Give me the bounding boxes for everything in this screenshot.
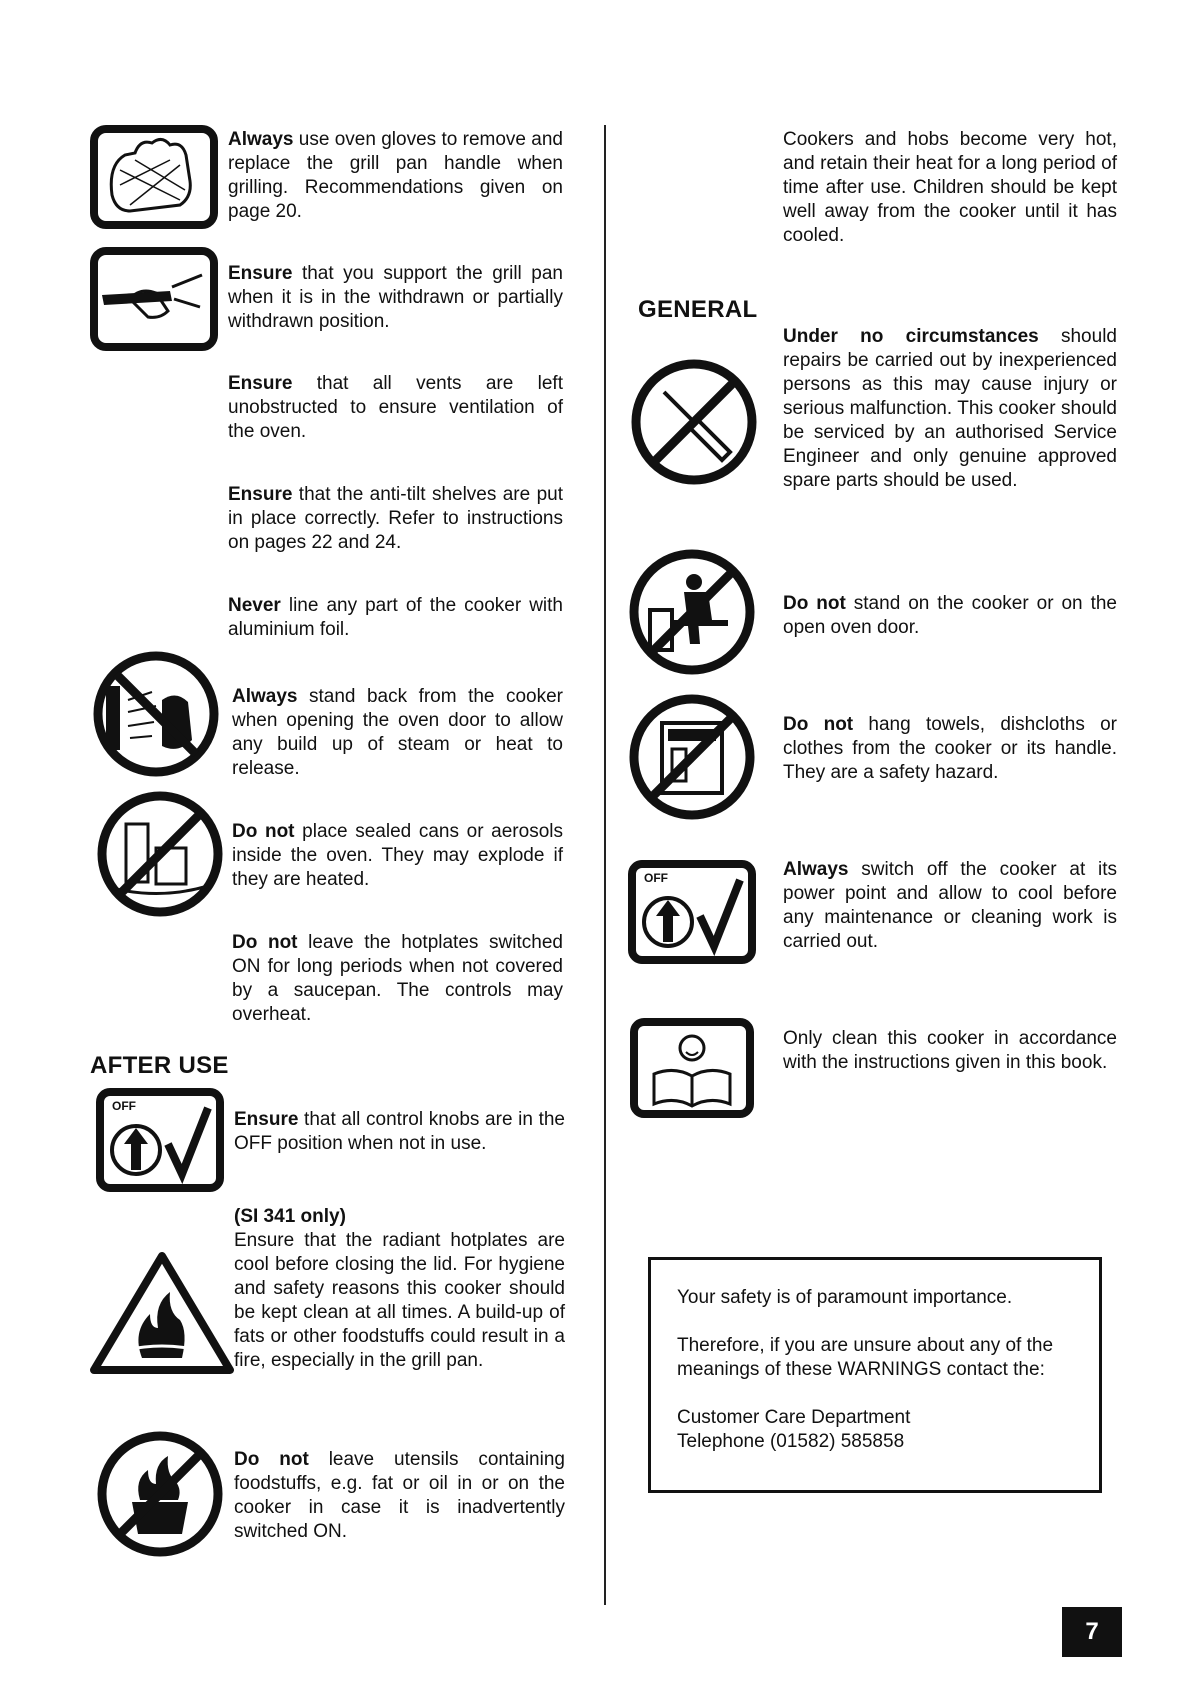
notice-line-2: Therefore, if you are unsure about any of the meanings of these WARNINGS contact the:	[677, 1335, 1054, 1380]
notice-telephone: Telephone (01582) 585858	[677, 1431, 905, 1452]
no-standing-icon	[628, 548, 756, 676]
standing-warning: Do not stand on the cooker or on the open oven door.	[783, 593, 1117, 638]
power-off-check-icon	[628, 860, 756, 964]
glove-warning: Always use oven gloves to remove and replace the grill pan handle when grilling. Recommendations given on page 20.	[228, 129, 563, 222]
grill-pan-warning: Ensure that you support the grill pan when it is in the withdrawn or partially withdrawn position.	[228, 263, 563, 332]
grill-pan-support-icon	[90, 247, 220, 352]
knobs-off-warning: Ensure that all control knobs are in the OFF position when not in use.	[234, 1109, 565, 1154]
general-heading: GENERAL	[638, 296, 758, 323]
sealed-cans-prohibited-icon	[96, 790, 224, 918]
steam-prohibited-icon	[92, 650, 220, 778]
no-diy-repair-icon	[630, 358, 758, 486]
hot-surfaces-warning: Cookers and hobs become very hot, and retain their heat for a long period of time after use. Children should be kept well away from the cooker until it has cooled.	[783, 129, 1117, 246]
notice-line-1: Your safety is of paramount importance.	[677, 1287, 1013, 1308]
repairs-warning: Under no circumstances should repairs be carried out by inexperienced persons as this may cause injury or serious malfunction. This cooker should be serviced by an authorised Service Engineer and only genuine approved spare parts should be used.	[783, 326, 1117, 491]
off-label: OFF	[644, 871, 668, 885]
vents-warning: Ensure that all vents are left unobstructed to ensure ventilation of the oven.	[228, 373, 563, 442]
cleaning-instructions: Only clean this cooker in accordance with the instructions given in this book.	[783, 1028, 1117, 1073]
read-instructions-icon	[630, 1018, 754, 1118]
foil-warning: Never line any part of the cooker with aluminium foil.	[228, 595, 563, 640]
hygiene-warning: (SI 341 only) Ensure that the radiant hotplates are cool before closing the lid. For hygiene and safety reasons this cooker should be kept clean at all times. A build-up of fats or other foodstuffs could result in a fire, especially in the grill pan.	[234, 1206, 565, 1371]
steam-warning: Always stand back from the cooker when opening the oven door to allow any build up of steam or heat to release.	[232, 686, 563, 779]
fire-hazard-icon	[88, 1248, 236, 1378]
no-towels-icon	[628, 693, 756, 821]
hotplates-warning: Do not leave the hotplates switched ON for long periods when not covered by a saucepan. The controls may overheat.	[232, 932, 563, 1025]
oven-glove-icon	[90, 125, 220, 230]
pan-fire-prohibited-icon	[96, 1430, 224, 1558]
column-divider	[604, 125, 606, 1605]
safety-notice-box	[648, 1257, 1102, 1493]
cans-warning: Do not place sealed cans or aerosols inside the oven. They may explode if they are heated.	[232, 821, 563, 890]
power-off-warning: Always switch off the cooker at its power point and allow to cool before any maintenance or cleaning work is carried out.	[783, 859, 1117, 952]
off-check-icon	[96, 1088, 224, 1192]
shelves-warning: Ensure that the anti-tilt shelves are put in place correctly. Refer to instructions on pages 22 and 24.	[228, 484, 563, 553]
towels-warning: Do not hang towels, dishcloths or clothes from the cooker or its handle. They are a safety hazard.	[783, 714, 1117, 783]
utensils-warning: Do not leave utensils containing foodstuffs, e.g. fat or oil in or on the cooker in case it is inadvertently switched ON.	[234, 1449, 565, 1542]
page-number: 7	[1062, 1607, 1122, 1657]
notice-department: Customer Care Department	[677, 1407, 911, 1428]
after-use-heading: AFTER USE	[90, 1052, 229, 1079]
off-label: OFF	[112, 1099, 136, 1113]
